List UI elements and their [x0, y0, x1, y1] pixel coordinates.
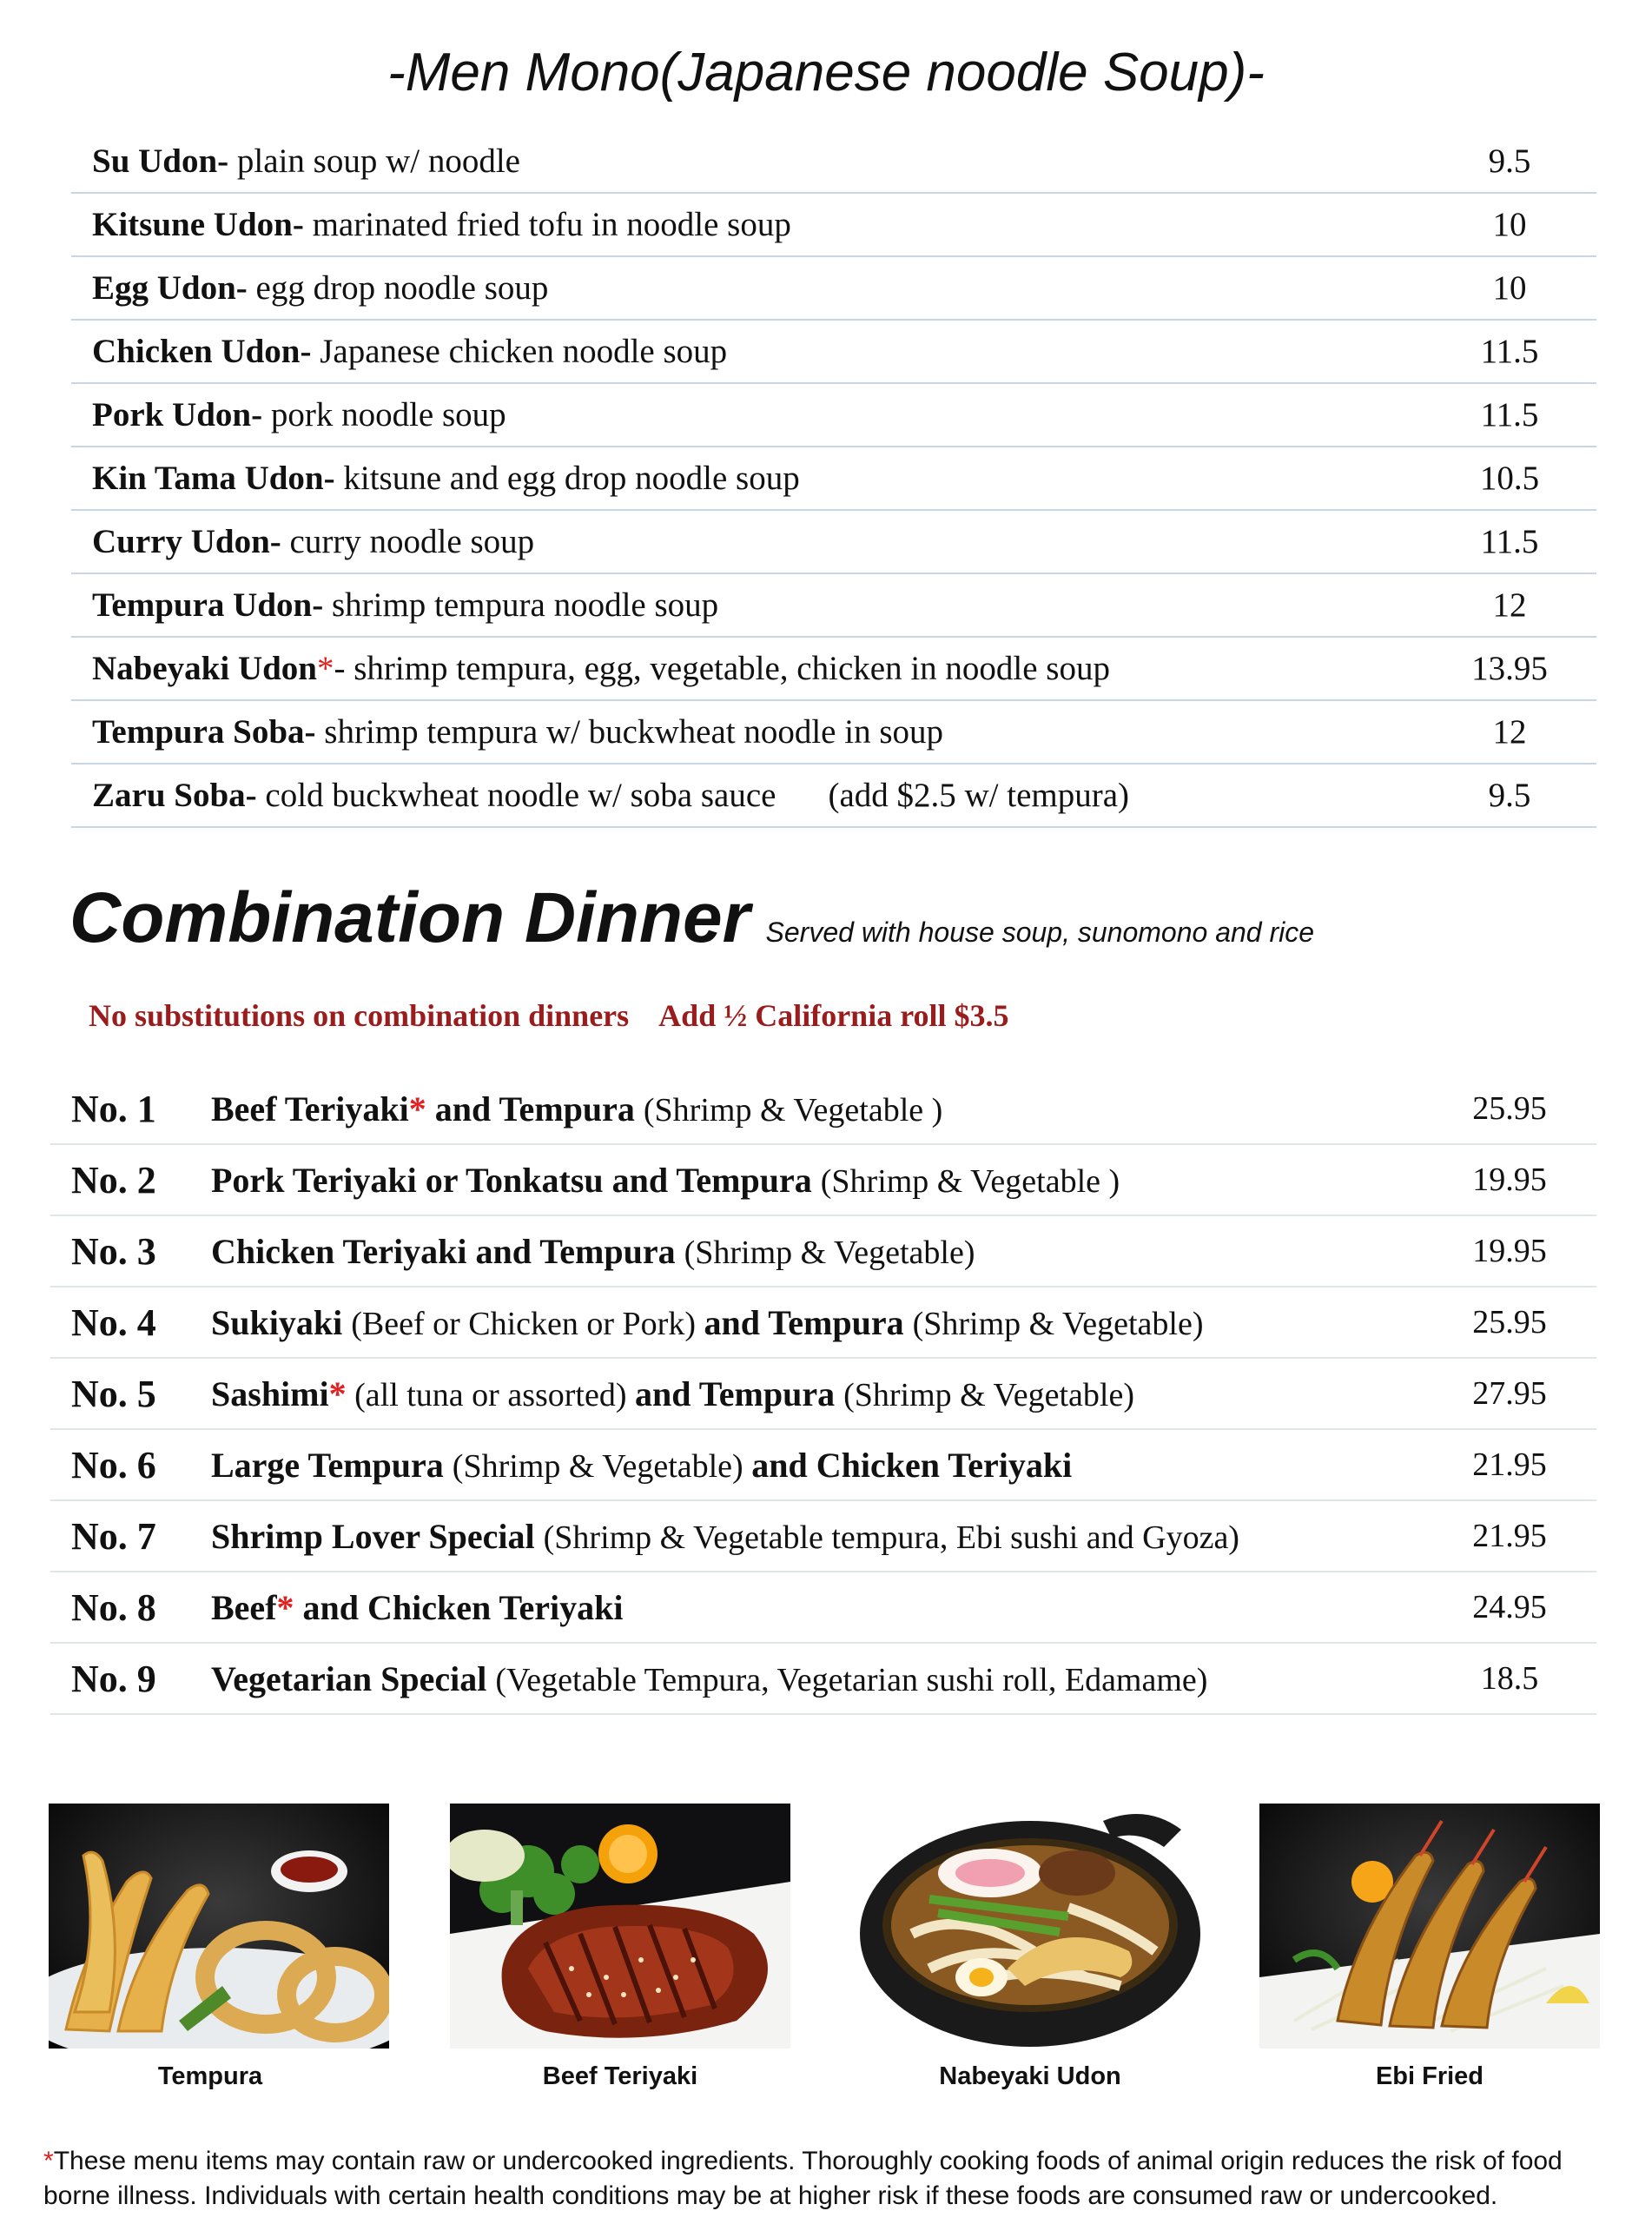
noodle-item-price: 11.5 [1480, 396, 1539, 434]
combo-section-title: Combination Dinner [69, 878, 750, 957]
noodle-item-desc: plain soup w/ noodle [228, 142, 520, 180]
noodle-item-name: Kin Tama Udon- [92, 460, 335, 497]
noodle-item-text [71, 712, 1423, 751]
combo-item-text [211, 1231, 1423, 1272]
combo-item-detail: (all tuna or assorted) [346, 1376, 635, 1413]
noodle-item-name: Pork Udon- [92, 396, 263, 434]
combo-section-subtitle: Served with house soup, sunomono and rice [765, 917, 1315, 948]
noodle-item-text [71, 586, 1423, 625]
combo-item-detail: (Shrimp & Vegetable tempura, Ebi sushi and Gyoza) [543, 1519, 1239, 1556]
noodle-item-price: 11.5 [1480, 523, 1539, 560]
combo-item-text [211, 1160, 1423, 1201]
noodle-item-text [71, 268, 1423, 308]
combo-item-detail: (Shrimp & Vegetable ) [643, 1091, 943, 1129]
noodle-item-desc: - shrimp tempura, egg, vegetable, chicken in noodle soup [334, 650, 1110, 687]
combo-notice [89, 997, 1009, 1034]
noodle-item-price: 12 [1492, 586, 1527, 624]
noodle-item-text [71, 776, 1423, 815]
noodle-menu-row [71, 638, 1596, 701]
combo-item-price: 21.95 [1472, 1446, 1547, 1483]
noodle-item-text [71, 395, 1423, 434]
combo-item-number: No. 6 [71, 1443, 156, 1486]
combo-item-number: No. 5 [71, 1372, 156, 1415]
combo-menu-row [50, 1074, 1596, 1145]
combo-notice-main: No substitutions on combination dinners [89, 998, 630, 1033]
combo-item-text [211, 1445, 1423, 1486]
noodle-item-name: Curry Udon- [92, 523, 281, 560]
combo-item-number: No. 1 [71, 1087, 156, 1130]
noodle-menu-row [71, 194, 1596, 257]
tempura-caption: Tempura [157, 2062, 263, 2090]
noodle-item-text [71, 459, 1423, 498]
noodle-item-desc: shrimp tempura w/ buckwheat noodle in soup [315, 713, 943, 751]
combo-item-price: 25.95 [1472, 1304, 1547, 1340]
combo-menu-row [50, 1359, 1596, 1430]
noodle-item-desc: Japanese chicken noodle soup [311, 333, 728, 370]
raw-warning-star: * [276, 1587, 294, 1627]
combo-notice-add: Add ½ California roll $3.5 [658, 998, 1009, 1033]
raw-warning-star: * [328, 1373, 347, 1413]
combo-item-number: No. 7 [71, 1514, 156, 1558]
combo-item-text [211, 1373, 1423, 1414]
combo-item-text [211, 1089, 1423, 1129]
combo-item-price: 19.95 [1472, 1233, 1547, 1269]
noodle-item-name: Su Udon- [92, 142, 229, 180]
combo-item-detail: (Shrimp & Vegetable) [843, 1376, 1135, 1413]
noodle-item-desc: marinated fried tofu in noodle soup [303, 206, 791, 243]
ebi-fried-photo [1259, 1804, 1600, 2049]
combo-item-number: No. 8 [71, 1585, 156, 1629]
noodle-item-desc: curry noodle soup [281, 523, 535, 560]
noodle-item-price: 12 [1492, 713, 1527, 751]
raw-warning-star: * [408, 1089, 426, 1129]
combo-item-price: 19.95 [1472, 1162, 1547, 1198]
noodle-item-name: Tempura Soba- [92, 713, 316, 751]
combo-item-detail: (Shrimp & Vegetable) [912, 1305, 1204, 1342]
combo-item-detail: (Shrimp & Vegetable) [452, 1447, 752, 1485]
noodle-item-desc: shrimp tempura noodle soup [323, 586, 719, 624]
combo-menu-row [50, 1501, 1596, 1572]
noodle-item-desc: egg drop noodle soup [247, 269, 549, 307]
combo-item-name: Shrimp Lover Special [211, 1516, 544, 1556]
noodle-menu-row [71, 321, 1596, 384]
noodle-menu-row [71, 764, 1596, 828]
noodle-item-text [71, 522, 1423, 561]
combo-item-name: and Tempura [635, 1373, 844, 1413]
noodle-item-desc: cold buckwheat noodle w/ soba sauce [256, 777, 776, 814]
combo-item-name: and Chicken Teriyaki [751, 1445, 1073, 1485]
combo-menu-row [50, 1216, 1596, 1287]
noodle-menu-row [71, 384, 1596, 447]
noodle-menu-row [71, 574, 1596, 638]
ebi-fried-caption: Ebi Fried [1375, 2062, 1484, 2090]
noodle-item-desc: pork noodle soup [262, 396, 506, 434]
noodle-item-price: 10.5 [1479, 460, 1540, 497]
combo-menu-list [50, 1074, 1596, 1715]
noodle-item-price: 10 [1492, 206, 1527, 243]
combo-item-number: No. 4 [71, 1301, 156, 1344]
noodle-menu-row [71, 511, 1596, 574]
combo-item-detail: (Beef or Chicken or Pork) [351, 1305, 704, 1342]
noodle-item-name: Tempura Udon- [92, 586, 324, 624]
noodle-section-title: -Men Mono(Japanese noodle Soup)- [387, 43, 1265, 103]
combo-item-price: 25.95 [1472, 1090, 1547, 1127]
combo-item-name: Beef Teriyaki [211, 1089, 409, 1129]
combo-item-text [211, 1658, 1423, 1699]
nabeyaki-udon-caption: Nabeyaki Udon [939, 2062, 1121, 2090]
combo-item-text [211, 1302, 1423, 1343]
noodle-item-price: 9.5 [1488, 777, 1531, 814]
noodle-item-desc: kitsune and egg drop noodle soup [334, 460, 800, 497]
combo-item-price: 24.95 [1472, 1589, 1547, 1625]
combo-menu-row [50, 1572, 1596, 1644]
noodle-item-text [71, 205, 1423, 244]
combo-item-number: No. 9 [71, 1657, 156, 1700]
combo-item-name: and Tempura [704, 1302, 913, 1342]
noodle-item-price: 10 [1492, 269, 1527, 307]
noodle-menu-list [71, 130, 1596, 828]
combo-item-text [211, 1587, 1423, 1628]
combo-menu-row [50, 1644, 1596, 1715]
combo-item-name: Chicken Teriyaki and Tempura [211, 1231, 684, 1271]
noodle-item-price: 9.5 [1488, 142, 1531, 180]
noodle-item-name: Zaru Soba- [92, 777, 257, 814]
noodle-item-note: (add $2.5 w/ tempura) [828, 777, 1130, 814]
noodle-item-name: Kitsune Udon- [92, 206, 304, 243]
combo-item-name: Sashimi [211, 1373, 329, 1413]
combo-item-number: No. 2 [71, 1158, 156, 1201]
noodle-item-name: Chicken Udon- [92, 333, 312, 370]
noodle-menu-row [71, 130, 1596, 194]
beef-teriyaki-photo [450, 1804, 790, 2049]
noodle-item-price: 11.5 [1480, 333, 1539, 370]
combo-item-name: Sukiyaki [211, 1302, 352, 1342]
tempura-photo [49, 1804, 389, 2049]
combo-menu-row [50, 1430, 1596, 1501]
noodle-menu-row [71, 701, 1596, 764]
combo-item-price: 27.95 [1472, 1375, 1547, 1412]
noodle-item-name: Egg Udon- [92, 269, 248, 307]
noodle-menu-row [71, 257, 1596, 321]
combo-item-text [211, 1516, 1423, 1557]
combo-item-name: Beef [211, 1587, 277, 1627]
noodle-item-text [71, 142, 1423, 181]
raw-warning-star: * [316, 650, 334, 687]
combo-section-header [69, 877, 1314, 959]
combo-item-name: Large Tempura [211, 1445, 453, 1485]
disclaimer-text: These menu items may contain raw or undercooked ingredients. Thoroughly cooking foods of animal origin reduces the risk of food borne illness. Individuals with certain health conditions may be at higher risk if these foods are consumed raw or undercooked. [43, 2147, 1563, 2210]
noodle-item-price: 13.95 [1471, 650, 1548, 687]
combo-item-detail: (Shrimp & Vegetable) [684, 1234, 975, 1271]
combo-menu-row [50, 1145, 1596, 1216]
combo-menu-row [50, 1287, 1596, 1359]
combo-item-name: Pork Teriyaki or Tonkatsu and Tempura [211, 1160, 821, 1200]
noodle-item-text [71, 332, 1423, 371]
nabeyaki-udon-photo [860, 1804, 1200, 2049]
combo-item-name: and Tempura [426, 1089, 644, 1129]
combo-item-price: 18.5 [1480, 1660, 1539, 1697]
combo-item-detail: (Shrimp & Vegetable ) [820, 1162, 1120, 1200]
combo-item-name: Vegetarian Special [211, 1658, 496, 1698]
disclaimer [43, 2144, 1616, 2214]
noodle-item-name: Nabeyaki Udon [92, 650, 317, 687]
combo-item-detail: (Vegetable Tempura, Vegetarian sushi roll, Edamame) [495, 1661, 1208, 1698]
combo-item-number: No. 3 [71, 1229, 156, 1273]
combo-item-name: and Chicken Teriyaki [294, 1587, 624, 1627]
noodle-menu-row [71, 447, 1596, 511]
beef-teriyaki-caption: Beef Teriyaki [542, 2062, 698, 2090]
disclaimer-star: * [43, 2147, 54, 2175]
combo-item-price: 21.95 [1472, 1518, 1547, 1554]
noodle-item-text [71, 649, 1423, 688]
